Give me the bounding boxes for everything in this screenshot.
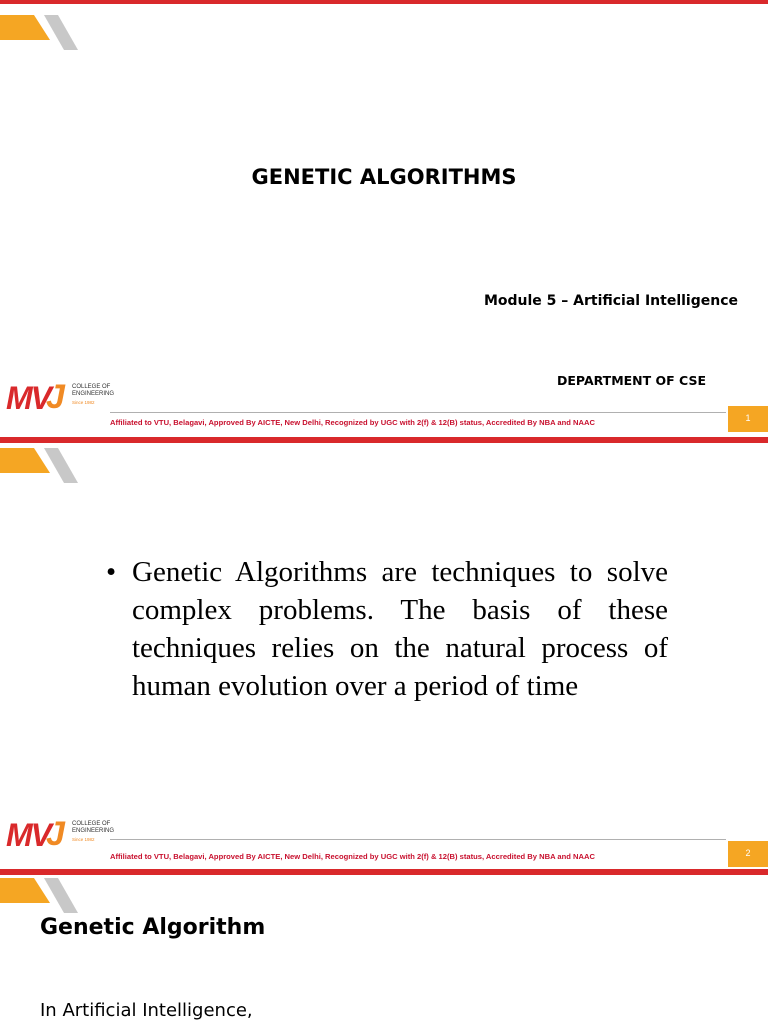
slide-2 (0, 443, 768, 869)
logo-line2: ENGINEERING (72, 391, 115, 397)
page-number: 2 (745, 848, 751, 858)
bullet-point (108, 553, 668, 705)
logo-mark-mv: MV (6, 380, 50, 416)
footer-divider (110, 412, 726, 413)
college-logo (6, 376, 126, 421)
logo-mark-j: J (46, 378, 65, 416)
logo-text (72, 821, 114, 835)
logo-mark-j: J (46, 815, 65, 853)
college-logo (6, 813, 126, 858)
module-subtitle: Module 5 – Artificial Intelligence (483, 293, 738, 309)
body-text: In Artificial Intelligence, (40, 1000, 253, 1021)
slide-footer (0, 376, 768, 436)
page-number-badge (728, 841, 768, 867)
logo-line1: COLLEGE OF (72, 384, 111, 390)
corner-decoration-icon (0, 443, 90, 498)
logo-since: Since 1982 (72, 400, 95, 405)
affiliation-text: Affiliated to VTU, Belagavi, Approved By AICTE, New Delhi, Recognized by UGC with 2(f) & 12(B) status, Accredited By NBA and NAAC (110, 418, 595, 427)
bullet-icon: • (106, 556, 117, 588)
logo-line1: COLLEGE OF (72, 821, 111, 827)
slide-title: GENETIC ALGORITHMS (251, 165, 517, 189)
bullet-text: Genetic Algorithms are techniques to solve complex problems. The basis of these techniques relies on the natural process of human evolution over a period of time (132, 556, 668, 702)
corner-decoration-icon (0, 0, 90, 55)
slide-title: Genetic Algorithm (40, 915, 266, 940)
logo-line2: ENGINEERING (72, 828, 115, 834)
page-number-badge (728, 406, 768, 432)
department-label: DEPARTMENT OF CSE (557, 373, 706, 388)
top-accent-bar (0, 0, 768, 4)
logo-text (72, 384, 114, 398)
logo-since: Since 1982 (72, 837, 95, 842)
slide-footer (0, 813, 768, 869)
page-number: 1 (745, 413, 751, 423)
slide-3 (0, 875, 768, 1024)
footer-divider (110, 839, 726, 840)
affiliation-text: Affiliated to VTU, Belagavi, Approved By AICTE, New Delhi, Recognized by UGC with 2(f) & 12(B) status, Accredited By NBA and NAAC (110, 852, 595, 861)
slide-1 (0, 0, 768, 437)
logo-mark-mv: MV (6, 817, 50, 853)
